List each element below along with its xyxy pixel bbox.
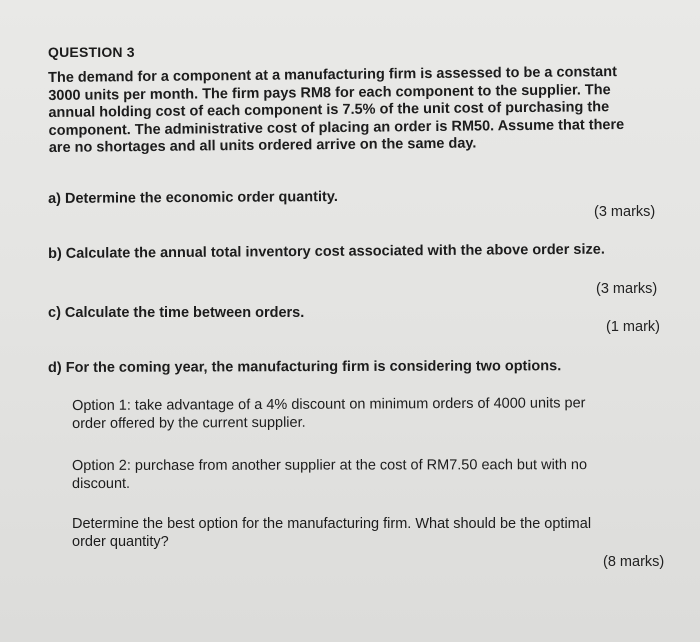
part-c-text: c) Calculate the time between orders.	[48, 305, 305, 321]
question-title: QUESTION 3	[48, 44, 135, 60]
part-b-text: b) Calculate the annual total inventory cost associated with the above order size.	[48, 241, 605, 262]
option-2-line: discount.	[72, 475, 131, 492]
question-intro	[48, 64, 669, 158]
intro-line: The demand for a component at a manufacturing firm is assessed to be a constant	[48, 64, 617, 86]
part-b-marks: (3 marks)	[596, 281, 658, 297]
task-line: Determine the best option for the manufacturing firm. What should be the optimal	[72, 516, 592, 532]
option-2-line: Option 2: purchase from another supplier at the cost of RM7.50 each but with no	[72, 457, 588, 474]
part-d-marks: (8 marks)	[603, 554, 665, 570]
intro-line: annual holding cost of each component is 7.5% of the unit cost of purchasing the	[48, 99, 610, 121]
part-a-marks: (3 marks)	[594, 204, 656, 220]
intro-line: 3000 units per month. The firm pays RM8 for each component to the supplier. The	[48, 81, 611, 104]
part-c-marks: (1 mark)	[606, 319, 660, 335]
part-d-text: d) For the coming year, the manufacturing firm is considering two options.	[48, 358, 562, 376]
option-1-line: order offered by the current supplier.	[72, 414, 306, 432]
part-a-text: a) Determine the economic order quantity.	[48, 188, 338, 207]
option-1	[72, 395, 586, 433]
task-line: order quantity?	[72, 533, 169, 550]
option-2	[72, 457, 587, 493]
option-1-line: Option 1: take advantage of a 4% discount on minimum orders of 4000 units per	[72, 395, 586, 414]
part-d-task	[72, 516, 591, 551]
intro-line: are no shortages and all units ordered arrive on the same day.	[48, 135, 477, 156]
intro-line: component. The administrative cost of placing an order is RM50. Assume that there	[48, 116, 625, 139]
